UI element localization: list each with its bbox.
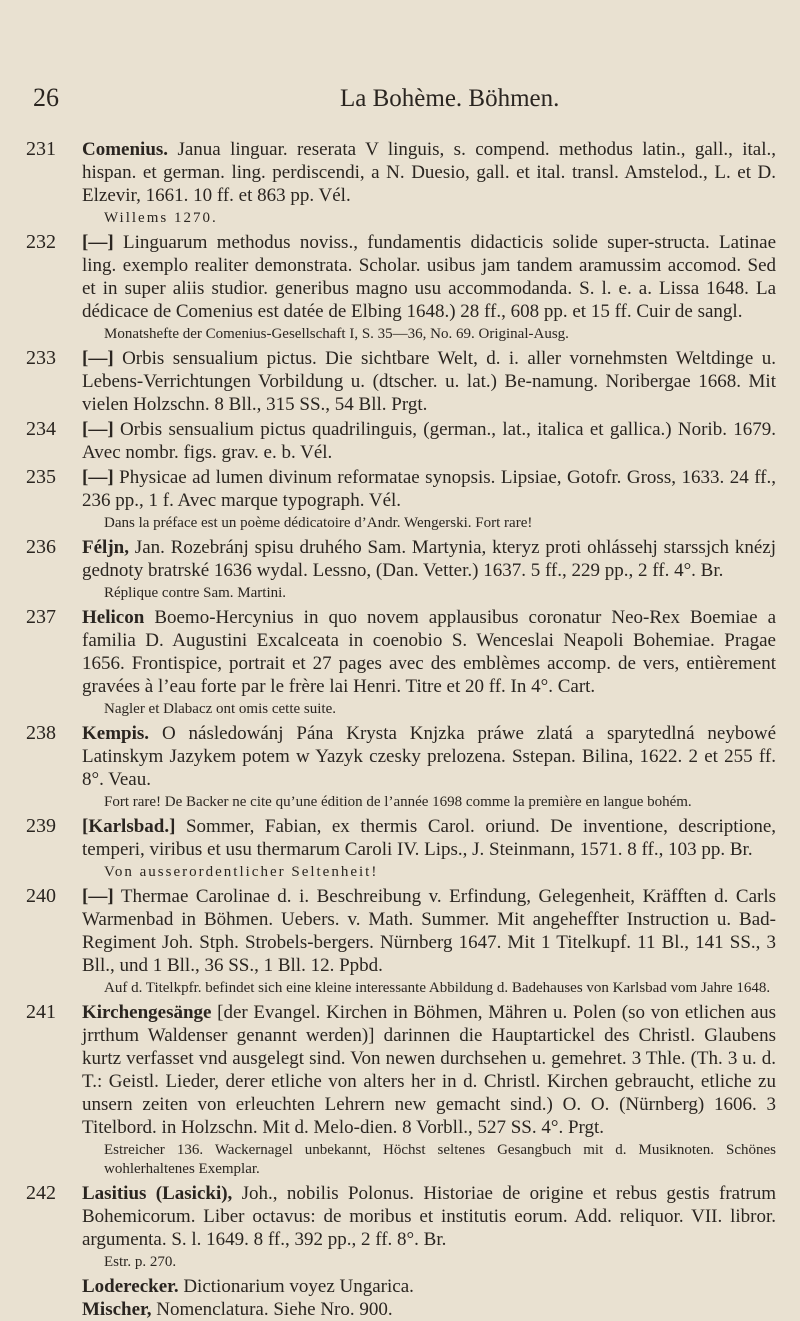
entry-number: 238 — [26, 722, 56, 744]
cross-ref-heading: Mischer, — [82, 1299, 152, 1320]
entry-description: Sommer, Fabian, ex thermis Carol. oriund. De inventione, descriptione, temperi, viribus et usu thermarum Caroli IV. Lips., J. Steinmann, 1571. 8 ff., 103 pp. Br. — [82, 816, 776, 860]
entry-heading: [—] — [82, 886, 114, 907]
entry-heading: Kempis. — [82, 723, 150, 744]
catalogue-entry — [26, 347, 776, 416]
entry-note: Fort rare! De Backer ne cite qu’une édition de l’année 1698 comme la première en langue bohém. — [104, 794, 692, 810]
entry-description: Linguarum methodus noviss., fundamentis didacticis solide super-structa. Latinae ling. exemplo realiter demonstrata. Scholar. usibus jam tandem aramussim accomod. Sed et in super aliis studior. generibus magno usu accommodanda. S. l. e. a. Lissa 1648. La dédicace de Comenius est datée de Elbing 1648.) 28 ff., 608 pp. et 15 ff. Cuir de sangl. — [82, 232, 777, 322]
entry-heading: Lasitius (Lasicki), — [82, 1183, 233, 1204]
catalogue-entry — [26, 606, 776, 719]
entry-note: Estreicher 136. Wackernagel unbekannt, Höchst seltenes Gesangbuch mit d. Musiknoten. Schönes wohlerhaltenes Exemplar. — [104, 1142, 776, 1177]
entry-note: Von ausserordentlicher Seltenheit! — [104, 864, 379, 880]
cross-reference — [26, 1275, 776, 1298]
entry-heading: [—] — [82, 232, 114, 253]
page-header — [0, 83, 800, 113]
entry-heading: Helicon — [82, 607, 145, 628]
entry-number: 233 — [26, 347, 56, 369]
entry-number: 240 — [26, 885, 56, 907]
cross-ref-heading: Loderecker. — [82, 1276, 179, 1297]
entry-note: Willems 1270. — [104, 210, 218, 226]
catalogue-entry — [26, 466, 776, 533]
entry-description: O následowánj Pána Krysta Knjzka práwe zlatá a sparytedlná neybowé Latinskym Jazykem potem w Yazyk czesky prelozena. Sstepan. Bilina, 1622. 2 et 255 ff. 8°. Veau. — [82, 723, 776, 790]
entry-number: 231 — [26, 138, 56, 160]
entry-number: 235 — [26, 466, 56, 488]
entry-number: 236 — [26, 536, 56, 558]
entry-note: Nagler et Dlabacz ont omis cette suite. — [104, 701, 336, 717]
catalogue-entry — [26, 536, 776, 603]
catalogue-entry — [26, 722, 776, 812]
catalogue-entry — [26, 231, 776, 344]
entry-note: Monatshefte der Comenius-Gesellschaft I, S. 35—36, No. 69. Original-Ausg. — [104, 326, 569, 342]
entry-note: Estr. p. 270. — [104, 1254, 177, 1270]
entry-number: 232 — [26, 231, 56, 253]
entry-heading: Comenius. — [82, 139, 169, 160]
entry-description: Orbis sensualium pictus. Die sichtbare Welt, d. i. aller vornehmsten Weltdinge u. Lebens-Verrichtungen Vorbildung u. (dtscher. u. lat.) Be-namung. Noribergae 1668. Mit vielen Holzschn. 8 Bll., 315 SS., 54 Bll. Prgt. — [82, 348, 776, 415]
entry-note: Dans la préface est un poème dédicatoire d’Andr. Wengerski. Fort rare! — [104, 515, 533, 531]
entry-description: Jan. Rozebránj spisu druhého Sam. Martynia, kteryz proti ohlássehj starssjch knézj gednoty bratrské 1636 wydal. Lessno, (Dan. Vetter.) 1637. 5 ff., 229 pp., 2 ff. 4°. Br. — [82, 537, 777, 581]
catalogue-entry — [26, 1182, 776, 1272]
catalogue-entry — [26, 1001, 776, 1179]
entry-note: Réplique contre Sam. Martini. — [104, 585, 287, 601]
catalogue-entry — [26, 815, 776, 882]
entry-description: Orbis sensualium pictus quadrilinguis, (german., lat., italica et gallica.) Norib. 1679. Avec nombr. figs. grav. e. b. Vél. — [82, 419, 776, 463]
entry-heading: Féljn, — [82, 537, 129, 558]
entry-description: Thermae Carolinae d. i. Beschreibung v. Erfindung, Gelegenheit, Kräfften d. Carls Warmenbad in Böhmen. Uebers. v. Math. Summer. Mit angeheffter Instruction u. Bad-Regiment Joh. Stph. Strobels-bergers. Nürnberg 1647. Mit 1 Titelkupf. 11 Bl., 141 SS., 3 Bll., und 1 Bll., 36 SS., 1 Bll. 12. Ppbd. — [82, 886, 776, 976]
entry-list — [26, 138, 776, 1321]
entry-heading: Kirchengesänge — [82, 1002, 212, 1023]
entry-description: Janua linguar. reserata V linguis, s. compend. methodus latin., gall., ital., hispan. et german. ling. perdiscendi, a N. Duesio, gall. et ital. transl. Amstelod., L. et D. Elzevir, 1661. 10 ff. et 863 pp. Vél. — [82, 139, 777, 206]
catalogue-entry — [26, 138, 776, 228]
cross-reference — [26, 1298, 776, 1321]
page-number: 26 — [33, 83, 59, 112]
entry-heading: [—] — [82, 419, 114, 440]
cross-ref-text: Dictionarium voyez Ungarica. — [183, 1276, 414, 1297]
entry-number: 242 — [26, 1182, 56, 1204]
entry-description: [der Evangel. Kirchen in Böhmen, Mähren u. Polen (so von etlichen aus jrrthum Waldenser genannt werden)] darinnen die Hauptartickel des Christl. Glaubens kurtz verfasset vnd ausgelegt sind. Von newen durchsehen u. gemehret. 3 Thle. (Th. 3 u. d. T.: Geistl. Lieder, derer etliche von alters her in d. Christl. Kirchen gebraucht, etliche zu unsern zeiten von erleuchten Lehrern new gemacht sind.) O. O. (Nürnberg) 1606. 3 Titelbord. in Holzschn. Mit d. Melo-dien. 8 Vorbll., 527 SS. 4°. Prgt. — [82, 1002, 776, 1138]
entry-heading: [—] — [82, 467, 114, 488]
entry-description: Physicae ad lumen divinum reformatae synopsis. Lipsiae, Gotofr. Gross, 1633. 24 ff., 236 pp., 1 f. Avec marque typograph. Vél. — [82, 467, 777, 511]
cross-ref-text: Nomenclatura. Siehe Nro. 900. — [156, 1299, 393, 1320]
entry-number: 241 — [26, 1001, 56, 1023]
catalogue-entry — [26, 418, 776, 464]
entry-description: Joh., nobilis Polonus. Historiae de origine et rebus gestis fratrum Bohemicorum. Liber octavus: de moribus et institutis eorum. Add. reliquor. VII. libror. argumenta. S. l. 1649. 8 ff., 392 pp., 2 ff. 8°. Br. — [82, 1183, 776, 1250]
entry-number: 234 — [26, 418, 56, 440]
catalogue-entry — [26, 885, 776, 998]
entry-heading: [Karlsbad.] — [82, 816, 176, 837]
entry-description: Boemo-Hercynius in quo novem applausibus coronatur Neo-Rex Boemiae a familia D. Augustini Excalceata in coenobio S. Wenceslai Neapoli Bohemiae. Pragae 1656. Frontispice, portrait et 27 pages avec des emblèmes accomp. de vers, entièrement gravées à l’eau forte par le frère lai Henri. Titre et 20 ff. In 4°. Cart. — [82, 607, 776, 697]
entry-number: 237 — [26, 606, 56, 628]
entry-note: Auf d. Titelkpfr. befindet sich eine kleine interessante Abbildung d. Badehauses von Karlsbad vom Jahre 1648. — [104, 980, 771, 996]
running-title: La Bohème. Böhmen. — [340, 85, 560, 112]
entry-heading: [—] — [82, 348, 114, 369]
entry-number: 239 — [26, 815, 56, 837]
